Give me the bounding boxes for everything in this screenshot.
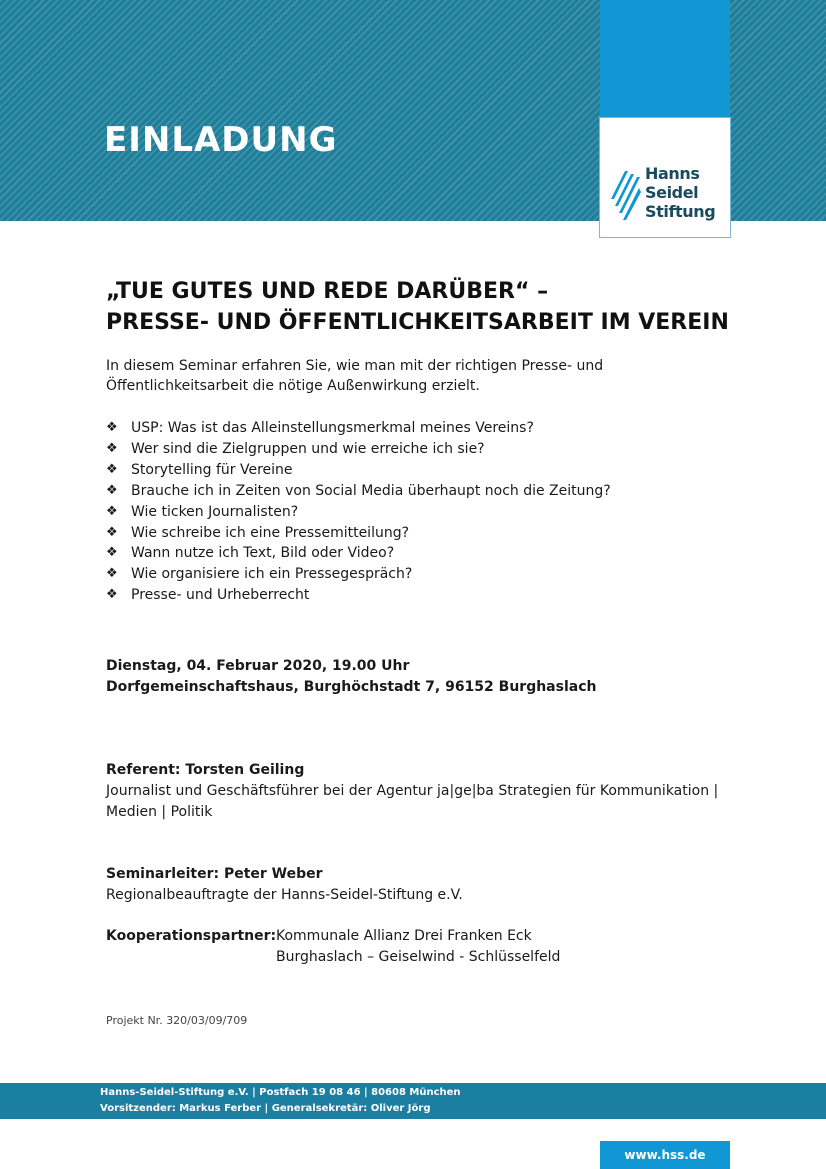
diamond-bullet-icon: ❖ [106, 482, 118, 498]
diamond-bullet-icon: ❖ [106, 440, 118, 456]
topic-list [106, 418, 611, 606]
event-date: Dienstag, 04. Februar 2020, 19.00 Uhr [106, 658, 410, 674]
logo [599, 117, 731, 238]
list-item [106, 418, 611, 439]
seminar-title-line-2: PRESSE- UND ÖFFENTLICHKEITSARBEIT IM VEREIN [106, 310, 729, 335]
diamond-bullet-icon: ❖ [106, 587, 118, 603]
page-title: EINLADUNG [104, 120, 338, 160]
logo-line-2: Seidel [645, 183, 699, 202]
topic-text: Wann nutze ich Text, Bild oder Video? [131, 545, 395, 562]
leader-section [106, 864, 463, 906]
topic-text: Wie organisiere ich ein Pressegespräch? [131, 566, 413, 583]
cooperation-partners [276, 926, 560, 968]
topic-text: Storytelling für Vereine [131, 461, 293, 478]
logo-line-1: Hanns [645, 164, 700, 183]
seminar-title [106, 276, 746, 338]
list-item [106, 523, 611, 544]
speaker-desc-line-1: Journalist und Geschäftsführer bei der Agentur ja|ge|ba Strategien für Kommunikation | [106, 783, 719, 799]
footer-band [0, 1083, 826, 1119]
topic-text: USP: Was ist das Alleinstellungsmerkmal meines Vereins? [131, 420, 534, 436]
intro-line-2: Öffentlichkeitsarbeit die nötige Außenwirkung erzielt. [106, 378, 480, 394]
list-item [106, 481, 611, 502]
leader-heading: Seminarleiter: Peter Weber [106, 866, 323, 882]
diamond-bullet-icon: ❖ [106, 420, 118, 435]
project-number: Projekt Nr. 320/03/09/709 [106, 1014, 248, 1027]
seminar-title-line-1: „TUE GUTES UND REDE DARÜBER“ – [106, 279, 549, 304]
diamond-bullet-icon: ❖ [106, 461, 118, 477]
list-item [106, 502, 611, 523]
seminar-intro [106, 356, 706, 396]
topic-text: Wie ticken Journalisten? [131, 503, 299, 520]
list-item [106, 439, 611, 460]
website-link[interactable]: www.hss.de [600, 1141, 730, 1169]
leader-desc: Regionalbeauftragte der Hanns-Seidel-Stiftung e.V. [106, 887, 463, 903]
hss-logo-stripes-icon [611, 165, 641, 225]
diamond-bullet-icon: ❖ [106, 545, 118, 561]
diamond-bullet-icon: ❖ [106, 524, 118, 540]
list-item [106, 564, 611, 585]
diamond-bullet-icon: ❖ [106, 503, 118, 519]
list-item [106, 543, 611, 564]
topic-text: Wer sind die Zielgruppen und wie erreiche ich sie? [131, 440, 485, 457]
list-item [106, 585, 611, 606]
cooperation-line-2: Burghaslach – Geiselwind - Schlüsselfeld [276, 949, 561, 965]
speaker-heading: Referent: Torsten Geiling [106, 762, 305, 778]
list-item [106, 460, 611, 481]
intro-line-1: In diesem Seminar erfahren Sie, wie man mit der richtigen Presse- und [106, 358, 604, 374]
topic-text: Brauche ich in Zeiten von Social Media überhaupt noch die Zeitung? [131, 482, 611, 499]
speaker-desc-line-2: Medien | Politik [106, 804, 213, 820]
footer-board: Vorsitzender: Markus Ferber | Generalsekretär: Oliver Jörg [100, 1103, 431, 1114]
diamond-bullet-icon: ❖ [106, 566, 118, 582]
event-details [106, 656, 596, 698]
cooperation-label: Kooperationspartner: [106, 928, 277, 944]
topic-text: Presse- und Urheberrecht [131, 587, 310, 604]
footer-address: Hanns-Seidel-Stiftung e.V. | Postfach 19 08 46 | 80608 München [100, 1087, 461, 1098]
cooperation-line-1: Kommunale Allianz Drei Franken Eck [276, 928, 532, 944]
logo-line-3: Stiftung [645, 202, 716, 221]
speaker-section [106, 760, 746, 823]
accent-column [600, 0, 730, 118]
logo-text [645, 164, 715, 221]
event-location: Dorfgemeinschaftshaus, Burghöchstadt 7, 96152 Burghaslach [106, 679, 597, 695]
topic-text: Wie schreibe ich eine Pressemitteilung? [131, 524, 410, 541]
